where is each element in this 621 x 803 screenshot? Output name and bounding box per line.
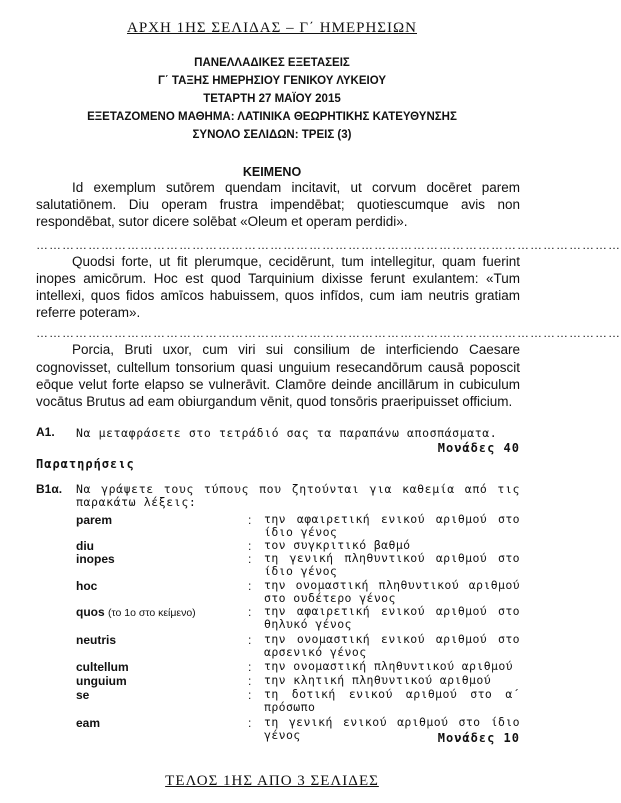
remarks-heading: Παρατηρήσεις [36,457,135,471]
separator-dots-1: ……………………………………………………………………………………………………………………… [36,237,621,252]
requested-form: την ονομαστική πληθυντικού αριθμού στο ουδέτερο γένος [264,578,520,605]
requested-form: την κλητική πληθυντικού αριθμού [264,673,492,687]
header-line-4: ΕΞΕΤΑΖΟΜΕΝΟ ΜΑΘΗΜΑ: ΛΑΤΙΝΙΚΑ ΘΕΩΡΗΤΙΚΗΣ ΚΑΤΕΥΘΥΝΣΗΣ [87,111,457,123]
colon: : [248,552,252,566]
requested-form: την αφαιρετική ενικού αριθμού στο ίδιο γένος [264,512,520,539]
colon: : [248,688,252,702]
colon: : [248,633,252,647]
colon: : [248,579,252,593]
colon: : [248,660,252,674]
requested-form: την ονομαστική ενικού αριθμού στο αρσενικό γένος [264,632,520,659]
text-heading: ΚΕΙΜΕΝΟ [242,165,302,179]
latin-paragraph-1: Id exemplum sutōrem quendam incitavit, ut corvum docēret parem salutatiōnem. Diu operam frustra impendēbat; quotiescumque avis non respondēbat, sutor dicere solēbat «Oleum et operam perdidi». [36,180,520,230]
latin-word: neutris [76,633,117,647]
requested-form: την ονομαστική πληθυντικού αριθμού [264,659,514,673]
colon: : [248,513,252,527]
latin-word: eam [76,716,101,730]
latin-word: unguium [76,674,127,688]
latin-word: inopes [76,552,115,566]
latin-word [76,605,196,619]
latin-text [36,179,621,410]
latin-word: se [76,688,90,702]
colon: : [248,539,252,553]
question-b1a-label: Β1α. [36,482,63,496]
separator-dots-2: ……………………………………………………………………………………………………………………… [36,326,621,341]
question-a1-label: Α1. [36,425,55,439]
question-b1a-intro: Να γράψετε τους τύπους που ζητούνται για καθεμία από τις παρακάτω λέξεις: [76,482,520,509]
latin-paragraph-3: Porcia, Bruti uxor, cum viri sui consilium de interficiendo Caesare cognovisset, cultellum tonsorium quasi unguium resecandōrum causā poposcit eōque velut forte elapso se vulnerāvit. Clamōre deinde ancillārum in cubiculum vocātus Brutus ad eam obiurgandum vēnit, quod tonsōris praeripuisset officium. [36,342,520,410]
latin-word: parem [76,513,113,527]
header-line-3: ΤΕΤΑΡΤΗ 27 ΜΑΪΟΥ 2015 [203,93,341,105]
header-line-1: ΠΑΝΕΛΛΑΔΙΚΕΣ ΕΞΕΤΑΣΕΙΣ [194,57,350,69]
word-note: (το 1ο στο κείμενο) [108,607,196,619]
question-b1a-marks: Μονάδες 10 [437,731,520,745]
header-line-5: ΣΥΝΟΛΟ ΣΕΛΙΔΩΝ: ΤΡΕΙΣ (3) [192,129,352,141]
requested-form: την αφαιρετική ενικού αριθμού στο θηλυκό γένος [264,604,520,631]
latin-paragraph-2: Quodsi forte, ut fit plerumque, cecidērunt, tum intellegitur, quam fuerint inopes amicōrum. Hoc est quod Tarquinium dixisse ferunt exulantem: «Tum intellexi, quos fidos amīcos habuissem, quos infīdos, cum iam neutris gratiam referre poteram». [36,253,520,321]
requested-form: τον συγκριτικό βαθμό [264,538,411,552]
requested-form: τη γενική ενικού αριθμού στο ίδιο γένος [264,715,520,742]
requested-form: τη δοτική ενικού αριθμού στο α΄ πρόσωπο [264,687,520,714]
requested-form: τη γενική πληθυντικού αριθμού στο ίδιο γένος [264,551,520,578]
header-line-2: Γ΄ ΤΑΞΗΣ ΗΜΕΡΗΣΙΟΥ ΓΕΝΙΚΟΥ ΛΥΚΕΙΟΥ [157,75,387,87]
page-bottom-title: ΤΕΛΟΣ 1ΗΣ ΑΠΟ 3 ΣΕΛΙΔΕΣ [165,773,379,789]
latin-word: diu [76,539,94,553]
colon: : [248,605,252,619]
latin-word: cultellum [76,660,129,674]
colon: : [248,674,252,688]
latin-word-text: quos [76,605,105,619]
colon: : [248,716,252,730]
question-a1-marks: Μονάδες 40 [437,441,520,455]
question-a1-text: Να μεταφράσετε στο τετράδιό σας τα παραπάνω αποσπάσματα. [76,426,498,440]
exam-header [0,54,544,144]
latin-word: hoc [76,579,98,593]
page-top-title: ΑΡΧΗ 1ΗΣ ΣΕΛΙΔΑΣ – Γ΄ ΗΜΕΡΗΣΙΩΝ [126,20,417,36]
